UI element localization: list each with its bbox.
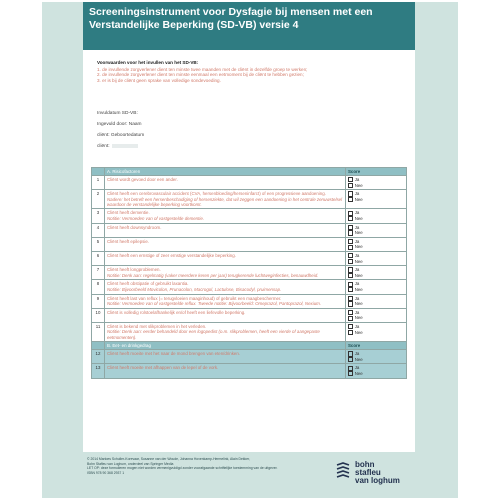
question-number: 3: [92, 209, 105, 223]
question-cell: [105, 237, 346, 251]
question-text: Cliënt heeft een ernstige of zeer ernstige verstandelijke beperking.: [107, 252, 236, 258]
question-row: [92, 322, 407, 341]
checkbox-icon[interactable]: [348, 351, 353, 356]
score-cell: [346, 209, 407, 223]
question-row: [92, 251, 407, 265]
copyright-footer: [87, 457, 347, 475]
question-row: [92, 280, 407, 294]
question-note: Notitie: Bijvoorbeeld Movicolon, Prunacolon, Macrogol, Lactulose, Bisacodyl, pruimensap.: [107, 286, 282, 292]
checkbox-icon[interactable]: [348, 197, 353, 202]
question-text: Cliënt heeft moeite met het naar de mond brengen van eten/drinken.: [107, 351, 241, 357]
footer-line: © 2014 Marloes Schuller-Korevaar, Susanne van der Woude, Johanna Hovenkamp-Hermelink, Alain Dekker,: [87, 457, 251, 461]
section-header-row: [92, 168, 407, 176]
checkbox-icon[interactable]: [348, 324, 353, 329]
question-text: Cliënt heeft epilepsie.: [107, 238, 149, 244]
score-option-label: Nee: [354, 286, 363, 292]
question-text: Cliënt heeft een cerebrovasculair accident (CVA, hersenbloeding/herseninfarct) of een progressieve aandoening.: [107, 191, 326, 197]
score-option-label: Ja: [354, 267, 360, 273]
question-note: Notitie: Vermoeden van of vastgestelde reflux. Tweede notitie: Bijvoorbeeld: Omeprazol, Pantoprazol, Nexium.: [107, 300, 322, 306]
question-cell: [105, 280, 346, 294]
checkbox-icon[interactable]: [348, 316, 353, 321]
checkbox-icon[interactable]: [348, 357, 353, 362]
score-option-label: Nee: [354, 196, 363, 202]
question-text: Cliënt heeft longproblemen.: [107, 267, 161, 273]
checkbox-icon[interactable]: [348, 177, 353, 182]
question-text: Cliënt heeft moeite met afhappen van de lepel of de vork.: [107, 365, 219, 371]
client-label: cliënt:: [97, 144, 110, 149]
checkbox-icon[interactable]: [348, 183, 353, 188]
score-option-label: Ja: [354, 295, 360, 301]
checkbox-icon[interactable]: [348, 253, 353, 258]
checkbox-icon[interactable]: [348, 267, 353, 272]
checkbox-icon[interactable]: [348, 366, 353, 371]
checkbox-icon[interactable]: [348, 371, 353, 376]
screening-table: [91, 167, 407, 379]
question-note: Notitie: Denk aan: regelmatig (vaker meerdere keren per jaar) terugkerende luchtweginfecties, benauwdheid.: [107, 272, 319, 278]
logo-line: bohn: [355, 460, 375, 469]
date-field[interactable]: [97, 108, 144, 119]
checkbox-icon[interactable]: [348, 259, 353, 264]
question-text: Cliënt heeft last van reflux (= terugvloeien maaginhoud) of gebruikt een maagbeschermer.: [107, 295, 282, 301]
question-note: Nadere: het betreft een hersenbeschadiging of hersenziekte, dat wil zeggen een aandoening in het centrale zenuwstelsel waardoor de verstandelijke beperking voortkomt.: [107, 196, 343, 207]
score-header: Score: [346, 342, 407, 350]
score-cell: [346, 364, 407, 378]
score-option-nee[interactable]: [348, 259, 404, 265]
question-number: 13: [92, 364, 105, 378]
score-cell: [346, 190, 407, 209]
score-option-label: Ja: [354, 224, 360, 230]
question-text: Cliënt heeft dementie.: [107, 210, 150, 216]
form-sheet: [83, 50, 415, 452]
question-note: Notitie: Vermoeden van of vastgestelde dementie.: [107, 215, 204, 221]
question-cell: [105, 266, 346, 280]
question-cell: [105, 176, 346, 190]
client-birthdate-label: cliënt: Geboortedatum: [97, 133, 145, 138]
score-option-label: Ja: [354, 210, 360, 216]
prerequisite-item: 3. er is bij de cliënt geen sprake van volledige sondevoeding.: [97, 77, 221, 83]
section-num-cell: [92, 342, 105, 350]
question-row: [92, 350, 407, 364]
question-cell: [105, 294, 346, 308]
score-option-nee[interactable]: [348, 357, 404, 363]
date-label: Invuldatum SD-VB:: [97, 111, 138, 116]
score-cell: [346, 266, 407, 280]
checkbox-icon[interactable]: [348, 301, 353, 306]
document-page: [42, 2, 458, 498]
filled-by-label: Ingevuld door: Naam: [97, 122, 142, 127]
score-option-label: Nee: [354, 301, 363, 307]
question-row: [92, 176, 407, 190]
section-header-row: [92, 342, 407, 350]
score-option-label: Nee: [354, 258, 363, 264]
score-option-label: Nee: [354, 370, 363, 376]
question-number: 9: [92, 294, 105, 308]
question-text: Cliënt is bekend met slikproblemen in het verleden.: [107, 323, 207, 329]
score-option-label: Ja: [354, 177, 360, 182]
checkbox-icon[interactable]: [348, 287, 353, 292]
prerequisites-heading: Voorwaarden voor het invullen van het SD-VB:: [97, 60, 199, 65]
question-number: 10: [92, 308, 105, 322]
question-row: [92, 266, 407, 280]
question-cell: [105, 308, 346, 322]
score-header: Score: [346, 168, 407, 176]
score-option-label: Nee: [354, 356, 363, 362]
score-option-nee[interactable]: [348, 230, 404, 236]
score-option-nee[interactable]: [348, 315, 404, 321]
score-option-label: Nee: [354, 244, 363, 250]
filled-by-field[interactable]: [97, 119, 144, 130]
section-title: A. Risicofactoren: [105, 168, 346, 176]
score-option-label: Nee: [354, 315, 363, 321]
document-title: Screeningsinstrument voor Dysfagie bij mensen met een Verstandelijke Beperking (SD-VB) versie 4: [83, 2, 415, 50]
question-row: [92, 364, 407, 378]
question-cell: [105, 209, 346, 223]
score-cell: [346, 322, 407, 341]
question-row: [92, 190, 407, 209]
score-cell: [346, 308, 407, 322]
checkbox-icon[interactable]: [348, 191, 353, 196]
section-num-cell: [92, 168, 105, 176]
score-option-nee[interactable]: [348, 301, 404, 307]
score-option-label: Ja: [354, 351, 360, 357]
question-number: 8: [92, 280, 105, 294]
score-cell: [346, 223, 407, 237]
question-cell: [105, 223, 346, 237]
checkbox-icon[interactable]: [348, 273, 353, 278]
score-option-label: Nee: [354, 272, 363, 278]
question-number: 7: [92, 266, 105, 280]
question-cell: [105, 364, 346, 378]
prerequisite-item: 2. de invullende zorgverlener dient ten minste eenmaal een eetmoment bij de cliënt te hebben gezien;: [97, 72, 304, 78]
score-option-label: Nee: [354, 329, 363, 335]
question-cell: [105, 251, 346, 265]
publisher-mark-icon: [335, 462, 351, 480]
score-option-nee[interactable]: [348, 216, 404, 222]
score-option-label: Ja: [354, 252, 360, 258]
question-row: [92, 237, 407, 251]
score-option-label: Ja: [354, 191, 360, 197]
score-option-label: Ja: [354, 365, 360, 371]
score-option-nee[interactable]: [348, 371, 404, 377]
checkbox-icon[interactable]: [348, 245, 353, 250]
question-number: 4: [92, 223, 105, 237]
question-row: [92, 209, 407, 223]
score-option-nee[interactable]: [348, 197, 404, 203]
score-option-label: Ja: [354, 309, 360, 315]
footer-line: LET OP: deze formulieren mogen niet worden vermenigvuldigd zonder voorafgaande schriftelijke toestemming van de uitgever.: [87, 466, 278, 470]
question-number: 6: [92, 251, 105, 265]
publisher-name: [355, 461, 400, 485]
question-text: Cliënt wordt gevoed door een ander.: [107, 177, 178, 182]
score-option-nee[interactable]: [348, 287, 404, 293]
score-cell: [346, 280, 407, 294]
question-number: 5: [92, 237, 105, 251]
question-number: 12: [92, 350, 105, 364]
client-meta: [97, 108, 144, 152]
question-number: 11: [92, 322, 105, 341]
question-number: 2: [92, 190, 105, 209]
score-option-nee[interactable]: [348, 244, 404, 250]
score-option-nee[interactable]: [348, 330, 404, 336]
checkbox-icon[interactable]: [348, 330, 353, 335]
score-option-nee[interactable]: [348, 273, 404, 279]
question-cell: [105, 190, 346, 209]
score-option-label: Ja: [354, 281, 360, 287]
question-text: Cliënt heeft downsyndroom.: [107, 224, 162, 230]
question-cell: [105, 350, 346, 364]
score-option-label: Nee: [354, 230, 363, 236]
prerequisite-item: 1. de invullende zorgverlener dient ten minste twee maanden met de cliënt in dezelfde groep te werken;: [97, 66, 308, 72]
prerequisites-block: [97, 60, 409, 83]
score-cell: [346, 350, 407, 364]
score-cell: [346, 251, 407, 265]
checkbox-icon[interactable]: [348, 230, 353, 235]
score-option-label: Ja: [354, 238, 360, 244]
client-field[interactable]: [97, 141, 144, 152]
question-row: [92, 308, 407, 322]
score-option-label: Nee: [354, 182, 363, 188]
client-birthdate-field[interactable]: [97, 130, 144, 141]
logo-line: van loghum: [355, 476, 400, 485]
score-option-label: Ja: [354, 323, 360, 329]
question-text: Cliënt is volledig rolstoelafhankelijk en/of heeft een liefevolle beperking.: [107, 309, 246, 315]
footer-line: Bohn Stafleu van Loghum, onderdeel van Springer Media: [87, 461, 174, 466]
question-note: Notitie: Denk aan: eerder behandeld door een logopedist (o.m. slikproblemen, heeft een vierde of aangepaste eetmomenten).: [107, 329, 320, 340]
footer-line: ISBN 978 90 368 2937 1: [87, 470, 125, 475]
question-row: [92, 223, 407, 237]
score-cell: [346, 294, 407, 308]
question-row: [92, 294, 407, 308]
question-text: Cliënt heeft obstipatie of gebruikt laxantia.: [107, 281, 189, 287]
checkbox-icon[interactable]: [348, 216, 353, 221]
logo-line: stafleu: [355, 468, 381, 477]
publisher-logo: [335, 460, 405, 486]
score-cell: [346, 237, 407, 251]
redacted-name: [112, 144, 138, 148]
score-option-label: Nee: [354, 216, 363, 221]
section-title: B. Eet- en drinkgedrag: [105, 342, 346, 350]
question-cell: [105, 322, 346, 341]
score-cell: [346, 176, 407, 190]
question-number: 1: [92, 176, 105, 190]
score-option-nee[interactable]: [348, 183, 404, 189]
